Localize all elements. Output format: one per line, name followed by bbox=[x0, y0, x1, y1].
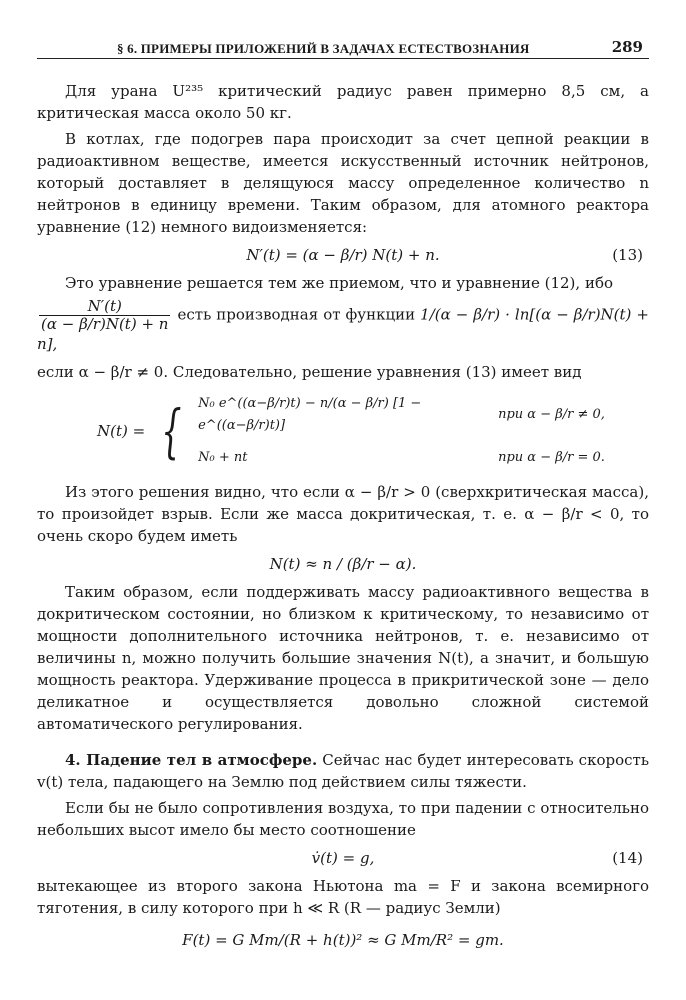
equation-14 bbox=[37, 847, 649, 869]
paragraph-subcritical: Таким образом, если поддерживать массу радиоактивного вещества в докритическом состоянии, но близком к критическому, то независимо от мощности дополнительного источника нейтронов, т. е. независимо от величины n, можно получить большие значения N(t), а значит, и большую мощность реактора. Удерживание процесса в прикритической зоне — дело деликатное и осуществляется довольно сложной системой автоматического регулирования. bbox=[37, 583, 649, 733]
piecewise-lhs: N(t) = bbox=[97, 422, 146, 440]
equation-gravity-body: F(t) = G Mm/(R + h(t))² ≈ G Mm/R² = gm. bbox=[182, 931, 504, 949]
piecewise-solution bbox=[97, 393, 649, 469]
paragraph-newton: вытекающее из второго закона Ньютона ma = F и закона всемирного тяготения, в силу которого при h ≪ R (R — радиус Земли) bbox=[37, 877, 649, 917]
paragraph-method bbox=[37, 272, 649, 294]
section-4-text: Сейчас нас будет интересовать скорость v(t) тела, падающего на Землю под действием силы тяжести. bbox=[37, 751, 649, 791]
paragraph-method-mid: есть производная от функции bbox=[177, 305, 416, 324]
piecewise-rows bbox=[198, 393, 638, 469]
case-1-condition: при α − β/r ≠ 0, bbox=[498, 407, 605, 422]
section-4-title: 4. Падение тел в атмосфере. bbox=[65, 751, 318, 769]
equation-13-number: (13) bbox=[612, 246, 643, 264]
case-1-expression: N₀ e^((α−β/r)t) − n/(α − β/r) [1 − e^((α−β/r)t)] bbox=[198, 396, 422, 433]
equation-approx bbox=[37, 553, 649, 575]
page-body bbox=[37, 80, 649, 957]
left-brace: { bbox=[161, 397, 182, 465]
function-expression: 1/(α − β/r) · ln[(α − β/r)N(t) + n], bbox=[37, 305, 649, 353]
derivative-fraction bbox=[39, 298, 170, 333]
paragraph-uranium: Для урана U²³⁵ критический радиус равен примерно 8,5 см, а критическая масса около 50 кг. bbox=[37, 82, 649, 122]
equation-gravity bbox=[37, 929, 649, 951]
paragraph-method-end: если α − β/r ≠ 0. Следовательно, решение уравнения (13) имеет вид bbox=[37, 363, 582, 381]
paragraph-explosion: Из этого решения видно, что если α − β/r > 0 (сверхкритическая масса), то произойдет взрыв. Если же масса докритическая, т. е. α − β/r < 0, то очень скоро будем иметь bbox=[37, 483, 649, 545]
page-number: 289 bbox=[611, 38, 643, 56]
case-2-condition: при α − β/r = 0. bbox=[498, 450, 605, 465]
equation-13 bbox=[37, 244, 649, 266]
case-2-expression: N₀ + nt bbox=[198, 450, 248, 465]
paragraph-reactor: В котлах, где подогрев пара происходит за счет цепной реакции в радиоактивном веществе, имеется искусственный источник нейтронов, который доставляет в делящуюся массу определенное количество n нейтронов в единицу времени. Таким образом, для атомного реактора уравнение (12) немного видоизменяется: bbox=[37, 130, 649, 236]
equation-13-body: N′(t) = (α − β/r) N(t) + n. bbox=[246, 246, 440, 264]
equation-approx-body: N(t) ≈ n / (β/r − α). bbox=[269, 555, 417, 573]
derivative-fraction-num: N′(t) bbox=[39, 298, 170, 316]
derivative-fraction-den: (α − β/r)N(t) + n bbox=[41, 315, 169, 333]
paragraph-no-air: Если бы не было сопротивления воздуха, то при падении с относительно небольших высот имело бы место соотношение bbox=[37, 799, 649, 839]
paragraph-method-line2 bbox=[37, 298, 649, 355]
equation-14-body: v̇(t) = g, bbox=[311, 849, 375, 867]
section-4-intro bbox=[37, 749, 649, 793]
running-header bbox=[37, 36, 649, 59]
piecewise-row-2 bbox=[198, 447, 638, 469]
piecewise-row-1 bbox=[198, 393, 638, 437]
equation-14-number: (14) bbox=[612, 849, 643, 867]
paragraph-method-start: Это уравнение решается тем же приемом, что и уравнение (12), ибо bbox=[65, 274, 614, 292]
header-title: § 6. ПРИМЕРЫ ПРИЛОЖЕНИЙ В ЗАДАЧАХ ЕСТЕСТВОЗНАНИЯ bbox=[117, 41, 530, 56]
